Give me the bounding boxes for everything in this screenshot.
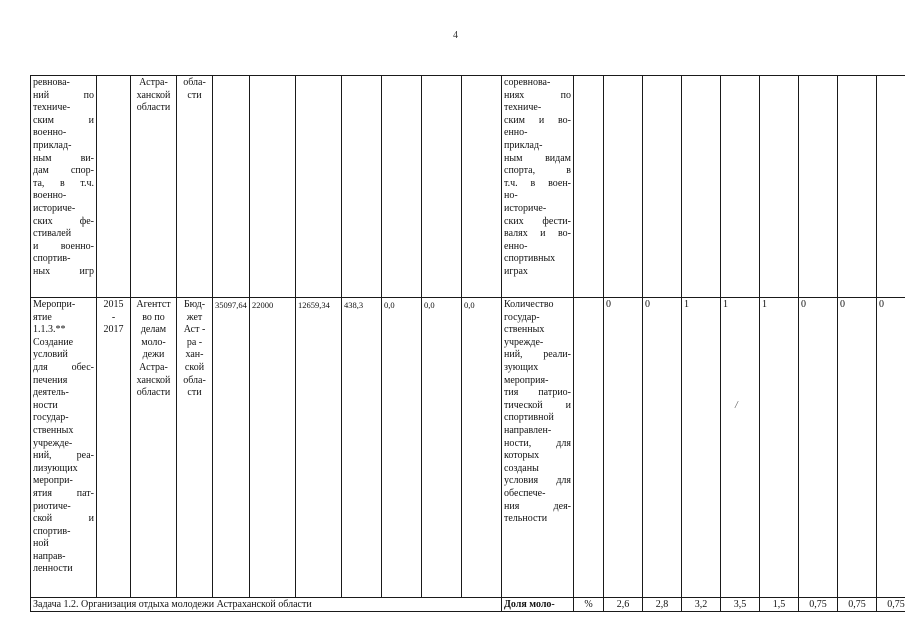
- amount-2015-cell: 22000: [250, 298, 296, 598]
- target-cell: [721, 76, 760, 298]
- amount-2020-cell: 0,0: [462, 298, 502, 598]
- executor-cell: Агентст во по делам моло- дежи Астра- ханской области: [131, 298, 177, 598]
- amount-2018-cell: 0,0: [382, 298, 422, 598]
- target-cell: 0: [604, 298, 643, 598]
- target-cell: 0,75: [877, 598, 905, 612]
- unit-cell: %: [574, 598, 604, 612]
- target-cell: 0: [877, 298, 905, 598]
- funding-source-cell: обла- сти: [177, 76, 213, 298]
- target-cell: 2,6: [604, 598, 643, 612]
- measure-name-cell: Меропри- ятие 1.1.3.** Создание условий для обес- печения деятель- ности государ- ственных учрежде- ний, реа- лизующих меропри- ятия пат- риотиче- ской и спортив- ной направ- ленности: [31, 298, 97, 598]
- table-row: [31, 76, 905, 298]
- funding-source-cell: Бюд- жет Аст - ра - хан- ской обла- сти: [177, 298, 213, 598]
- target-cell: [643, 76, 682, 298]
- target-cell: 1,5: [760, 598, 799, 612]
- indicator-cell: Количество государ- ственных учрежде- ний, реали- зующих мероприя- тия патрио- тической и спортивной направлен- ности, для которых созданы условия для обеспече- ния дея- тельности: [502, 298, 574, 598]
- page-number: 4: [453, 30, 458, 41]
- program-table: [30, 75, 905, 612]
- amount-2017-cell: [342, 76, 382, 298]
- target-cell: 2,8: [643, 598, 682, 612]
- target-cell: 1: [760, 298, 799, 598]
- amount-2016-cell: 12659,34: [296, 298, 342, 598]
- table-row: [31, 298, 905, 598]
- target-cell: 3,5: [721, 598, 760, 612]
- target-cell: 0: [838, 298, 877, 598]
- unit-cell: [574, 298, 604, 598]
- amount-2020-cell: [462, 76, 502, 298]
- amount-2016-cell: [296, 76, 342, 298]
- amount-2017-cell: 438,3: [342, 298, 382, 598]
- indicator-cell: соревнова- ниях по техниче- ским и во- енно- приклад- ным видам спорта, в т.ч. в воен- но- историче- ских фести- валях и во- енно- спортивных играх: [502, 76, 574, 298]
- target-cell: [877, 76, 905, 298]
- amount-2015-cell: [250, 76, 296, 298]
- target-cell: 0: [799, 298, 838, 598]
- target-cell: 1: [721, 298, 760, 598]
- amount-2019-cell: [422, 76, 462, 298]
- unit-cell: [574, 76, 604, 298]
- target-cell: [838, 76, 877, 298]
- indicator-cell: Доля моло-: [502, 598, 574, 612]
- target-cell: [604, 76, 643, 298]
- years-cell: 2015 - 2017: [97, 298, 131, 598]
- target-cell: 3,2: [682, 598, 721, 612]
- target-cell: 1: [682, 298, 721, 598]
- target-cell: [760, 76, 799, 298]
- task-title-cell: Задача 1.2. Организация отдыха молодежи Астраханской области: [31, 598, 502, 612]
- amount-total-cell: 35097,64: [213, 298, 250, 598]
- target-cell: 0,75: [838, 598, 877, 612]
- table-row: [31, 598, 905, 612]
- amount-total-cell: [213, 76, 250, 298]
- amount-2019-cell: 0,0: [422, 298, 462, 598]
- executor-cell: Астра- ханской области: [131, 76, 177, 298]
- target-cell: 0,75: [799, 598, 838, 612]
- target-cell: 0: [643, 298, 682, 598]
- stray-pen-mark: /: [735, 400, 738, 411]
- years-cell: [97, 76, 131, 298]
- amount-2018-cell: [382, 76, 422, 298]
- target-cell: [799, 76, 838, 298]
- target-cell: [682, 76, 721, 298]
- measure-name-cell: ревнова- ний по техниче- ским и военно- приклад- ным ви- дам спор- та, в т.ч. военно- историче- ских фе- стивалей и военно- спортив- ных игр: [31, 76, 97, 298]
